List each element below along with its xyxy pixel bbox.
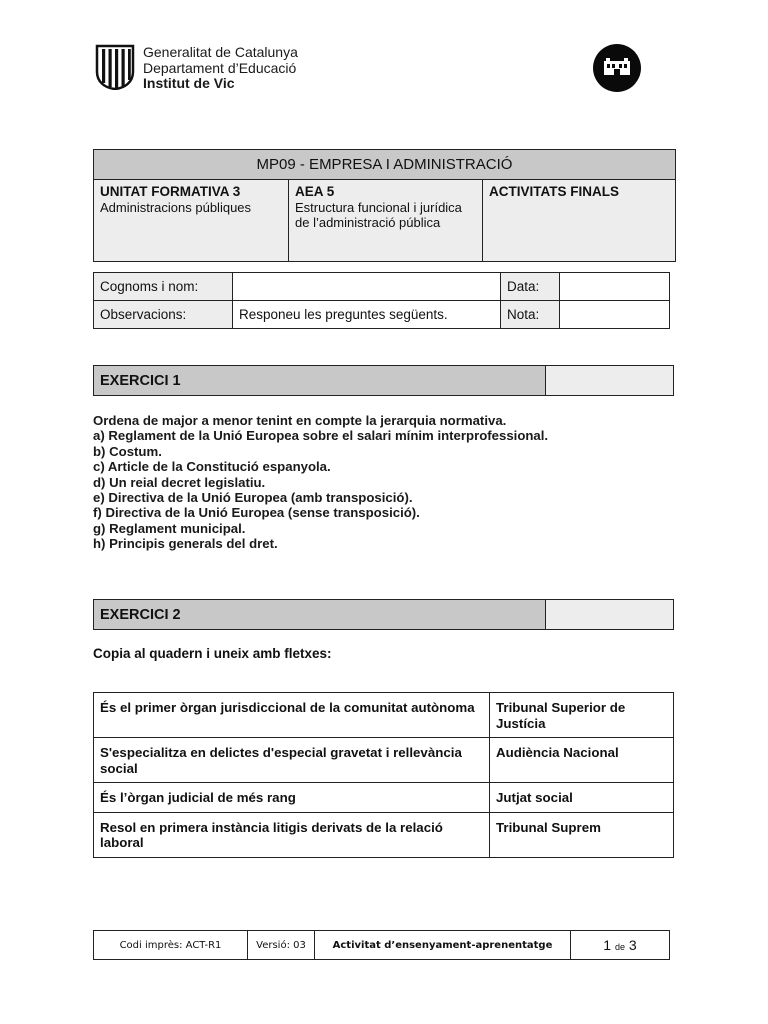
matching-left-cell: S'especialitza en delictes d'especial gravetat i rellevància social <box>94 738 490 783</box>
exercise-2-header <box>93 599 674 630</box>
date-field[interactable] <box>560 273 670 301</box>
exercise-1-line: h) Principis generals del dret. <box>93 536 278 552</box>
page-current: 1 <box>603 937 612 953</box>
print-code: Codi imprès: ACT-R1 <box>94 931 248 960</box>
exercise-2-title: EXERCICI 2 <box>94 600 546 630</box>
table-row <box>94 693 674 738</box>
exercise-2-instruction: Copia al quadern i uneix amb fletxes: <box>93 646 332 661</box>
page-footer <box>93 930 670 960</box>
matching-left-cell: És el primer òrgan jurisdiccional de la comunitat autònoma <box>94 693 490 738</box>
page-separator: de <box>614 942 625 952</box>
generalitat-logo-icon <box>95 44 135 90</box>
matching-left-cell: És l’òrgan judicial de més rang <box>94 783 490 813</box>
exercise-1-line: d) Un reial decret legislatiu. <box>93 474 266 490</box>
table-row <box>94 738 674 783</box>
table-row <box>94 783 674 813</box>
final-activities-heading: ACTIVITATS FINALS <box>489 184 619 199</box>
training-unit-text: Administracions públiques <box>100 200 252 215</box>
training-unit-cell <box>94 180 289 262</box>
date-label: Data: <box>501 273 560 301</box>
org-line-1: Generalitat de Catalunya <box>143 44 298 60</box>
observations-label: Observacions: <box>94 301 233 329</box>
org-line-2: Departament d’Educació <box>143 59 297 76</box>
exercise-1-line: a) Reglament de la Unió Europea sobre el salari mínim interprofessional. <box>93 428 549 444</box>
aea-text: Estructura funcional i jurídica de l’administració pública <box>295 200 462 230</box>
org-line-3: Institut de Vic <box>143 75 235 91</box>
page-number <box>571 931 670 960</box>
exercise-1-line: Ordena de major a menor tenint en compte la jerarquia normativa. <box>93 413 507 428</box>
exercise-1-score[interactable] <box>546 366 674 396</box>
module-title: MP09 - EMPRESA I ADMINISTRACIÓ <box>94 150 676 180</box>
matching-right-cell: Tribunal Suprem <box>490 812 674 857</box>
activity-type: Activitat d’ensenyament-aprenentatge <box>315 931 571 960</box>
exercise-1-line: g) Reglament municipal. <box>93 520 246 536</box>
aea-cell <box>289 180 483 262</box>
name-field[interactable] <box>233 273 501 301</box>
organization-heading <box>143 45 298 92</box>
observations-value: Responeu les preguntes següents. <box>233 301 501 329</box>
table-row <box>94 812 674 857</box>
grade-field[interactable] <box>560 301 670 329</box>
exercise-1-line: e) Directiva de la Unió Europea (amb transposició). <box>93 490 413 506</box>
exercise-1-header <box>93 365 674 396</box>
institute-logo-icon <box>592 44 642 92</box>
exercise-1-line: c) Article de la Constitució espanyola. <box>93 459 331 475</box>
matching-table <box>93 692 674 858</box>
exercise-1-statement <box>93 413 548 552</box>
exercise-1-title: EXERCICI 1 <box>94 366 546 396</box>
student-info-table <box>93 272 670 329</box>
matching-right-cell: Tribunal Superior de Justícia <box>490 693 674 738</box>
final-activities-cell <box>483 180 676 262</box>
name-label: Cognoms i nom: <box>94 273 233 301</box>
exercise-1-line: f) Directiva de la Unió Europea (sense transposició). <box>93 505 420 521</box>
page-total: 3 <box>628 937 637 953</box>
matching-left-cell: Resol en primera instància litigis derivats de la relació laboral <box>94 812 490 857</box>
version: Versió: 03 <box>248 931 315 960</box>
grade-label: Nota: <box>501 301 560 329</box>
matching-right-cell: Jutjat social <box>490 783 674 813</box>
training-unit-heading: UNITAT FORMATIVA 3 <box>100 184 241 199</box>
matching-right-cell: Audiència Nacional <box>490 738 674 783</box>
exercise-2-score[interactable] <box>546 600 674 630</box>
aea-heading: AEA 5 <box>295 184 335 199</box>
exercise-1-line: b) Costum. <box>93 443 162 459</box>
module-title-table <box>93 149 676 262</box>
